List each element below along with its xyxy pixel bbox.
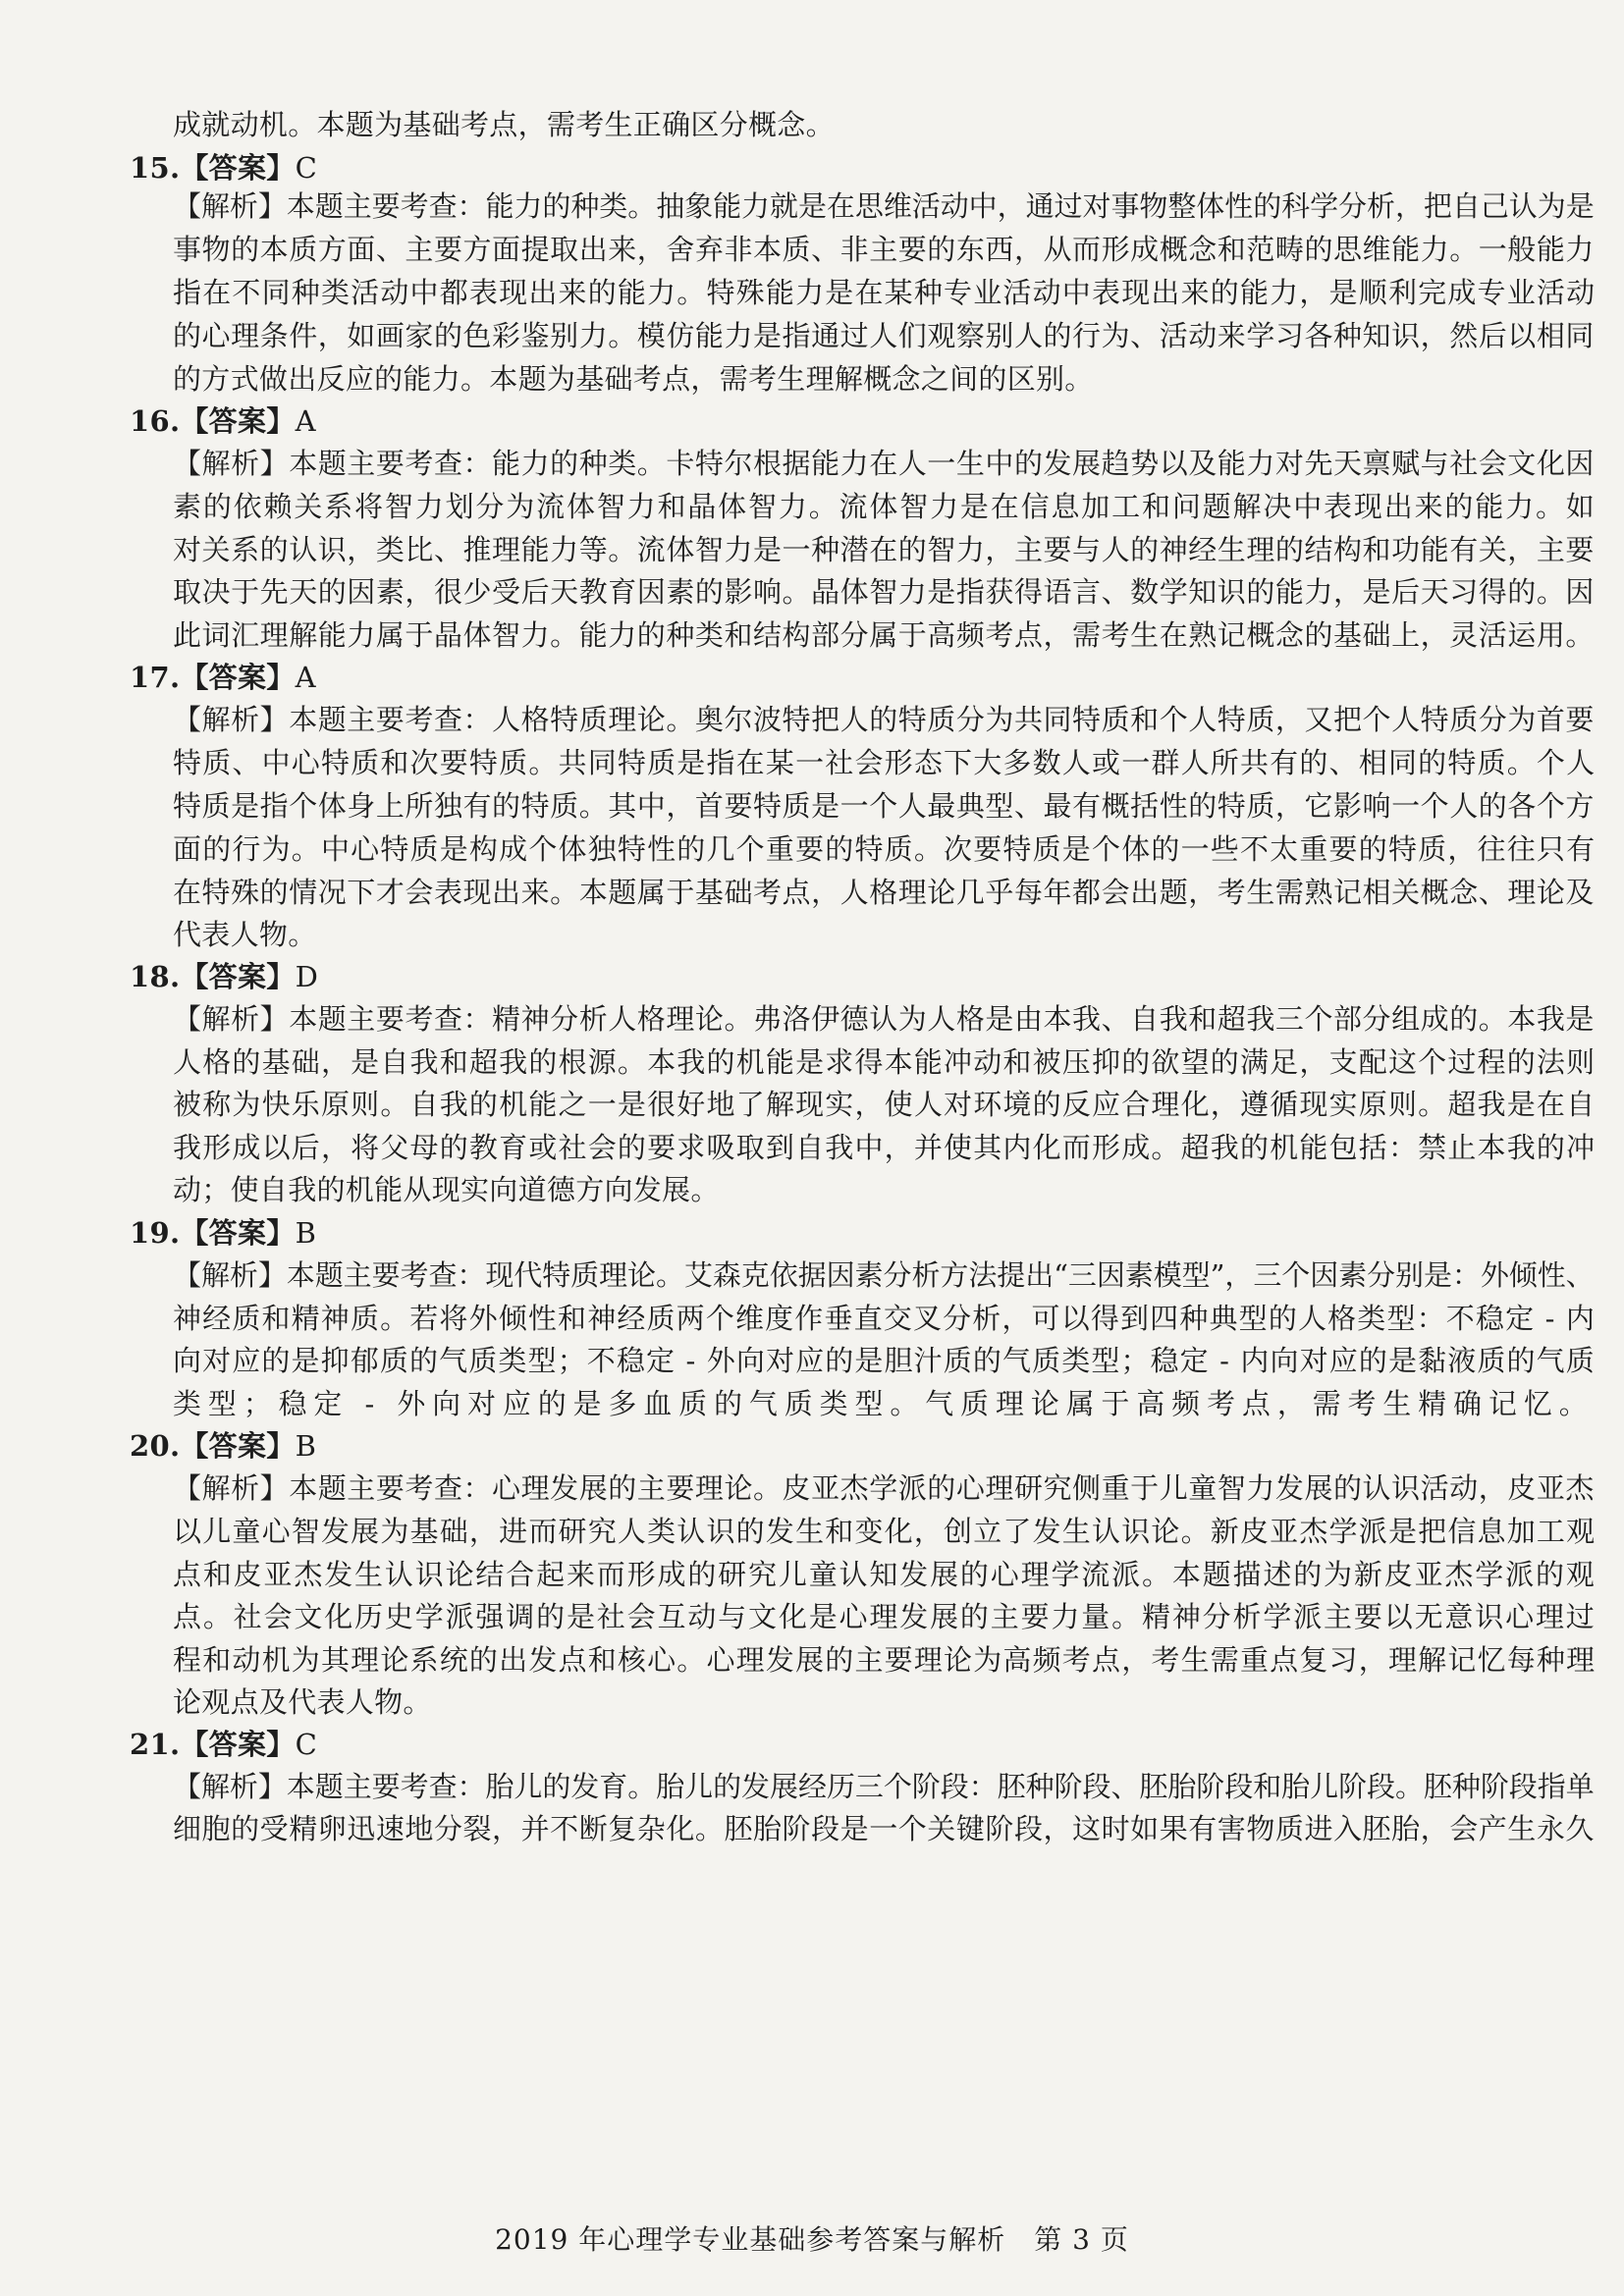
answer-heading (130, 1723, 317, 1766)
answer-heading (130, 146, 317, 189)
paragraph-line: 以儿童心智发展为基础，进而研究人类认识的发生和变化，创立了发生认识论。新皮亚杰学派是把信息加工观 (173, 1515, 1597, 1548)
answer-value: A (295, 661, 316, 694)
paragraph-line: 的心理条件，如画家的色彩鉴别力。模仿能力是指通过人们观察别人的行为、活动来学习各种知识，然后以相同 (173, 319, 1595, 352)
paragraph-line: 动；使自我的机能从现实向道德方向发展。 (173, 1173, 720, 1206)
answer-value: C (295, 151, 318, 185)
answer-value: C (295, 1728, 318, 1761)
page-footer: 2019 年心理学专业基础参考答案与解析 第 3 页 (495, 2223, 1129, 2256)
answer-heading (130, 656, 316, 699)
answer-value: A (295, 404, 316, 438)
paragraph-line: 素的依赖关系将智力划分为流体智力和晶体智力。流体智力是在信息加工和问题解决中表现出来的能力。如 (173, 490, 1597, 523)
answer-label: 19.【答案】 (130, 1216, 296, 1250)
paragraph-line: 被称为快乐原则。自我的机能之一是很好地了解现实，使人对环境的反应合理化，遵循现实原则。超我是在自 (173, 1088, 1597, 1121)
paragraph-line: 神经质和精神质。若将外倾性和神经质两个维度作垂直交叉分析，可以得到四种典型的人格类型：不稳定 - 内 (173, 1302, 1597, 1335)
paragraph-line: 【解析】本题主要考查：心理发展的主要理论。皮亚杰学派的心理研究侧重于儿童智力发展的认识活动，皮亚杰 (173, 1471, 1595, 1505)
paragraph-line: 【解析】本题主要考查：能力的种类。卡特尔根据能力在人一生中的发展趋势以及能力对先天禀赋与社会文化因 (173, 447, 1595, 480)
paragraph-line: 特质是指个体身上所独有的特质。其中，首要特质是一个人最典型、最有概括性的特质，它影响一个人的各个方 (173, 789, 1595, 823)
paragraph-line: 【解析】本题主要考查：精神分析人格理论。弗洛伊德认为人格是由本我、自我和超我三个部分组成的。本我是 (173, 1002, 1595, 1036)
answer-label: 17.【答案】 (130, 661, 296, 694)
paragraph-line: 细胞的受精卵迅速地分裂，并不断复杂化。胚胎阶段是一个关键阶段，这时如果有害物质进入胚胎，会产生永久 (173, 1812, 1595, 1845)
paragraph-line: 【解析】本题主要考查：胎儿的发育。胎儿的发展经历三个阶段：胚种阶段、胚胎阶段和胎儿阶段。胚种阶段指单 (173, 1770, 1595, 1803)
answer-label: 20.【答案】 (130, 1429, 296, 1463)
answer-heading (130, 400, 316, 443)
paragraph-line: 的方式做出反应的能力。本题为基础考点，需考生理解概念之间的区别。 (173, 362, 1094, 396)
paragraph-line: 论观点及代表人物。 (173, 1685, 432, 1719)
paragraph-line: 我形成以后，将父母的教育或社会的要求吸取到自我中，并使其内化而形成。超我的机能包括：禁止本我的冲 (173, 1131, 1597, 1164)
paragraph-line: 代表人物。 (173, 918, 317, 951)
paragraph-line: 程和动机为其理论系统的出发点和核心。心理发展的主要理论为高频考点，考生需重点复习，理解记忆每种理 (173, 1643, 1597, 1677)
answer-label: 16.【答案】 (130, 404, 296, 438)
answer-value: B (295, 1216, 317, 1250)
answer-value: D (295, 960, 319, 993)
paragraph-line: 【解析】本题主要考查：现代特质理论。艾森克依据因素分析方法提出“三因素模型”，三个因素分别是：外倾性、 (173, 1258, 1595, 1292)
paragraph-line: 类型；稳定 - 外向对应的是多血质的气质类型。气质理论属于高频考点，需考生精确记忆。 (173, 1387, 1595, 1420)
paragraph-line: 成就动机。本题为基础考点，需考生正确区分概念。 (173, 108, 835, 141)
paragraph-line: 指在不同种类活动中都表现出来的能力。特殊能力是在某种专业活动中表现出来的能力，是顺利完成专业活动 (173, 276, 1597, 309)
paragraph-line: 对关系的认识，类比、推理能力等。流体智力是一种潜在的智力，主要与人的神经生理的结构和功能有关，主要 (173, 533, 1595, 566)
paragraph-line: 向对应的是抑郁质的气质类型；不稳定 - 外向对应的是胆汁质的气质类型；稳定 - 内向对应的是黏液质的气质 (173, 1344, 1596, 1377)
answer-label: 21.【答案】 (130, 1728, 296, 1761)
answer-heading (130, 955, 318, 998)
answer-value: B (295, 1429, 317, 1463)
paragraph-line: 此词汇理解能力属于晶体智力。能力的种类和结构部分属于高频考点，需考生在熟记概念的基础上，灵活运用。 (173, 618, 1595, 652)
paragraph-line: 【解析】本题主要考查：人格特质理论。奥尔波特把人的特质分为共同特质和个人特质，又把个人特质分为首要 (173, 703, 1595, 736)
answer-label: 15.【答案】 (130, 151, 296, 185)
paragraph-line: 点和皮亚杰发生认识论结合起来而形成的研究儿童认知发展的心理学流派。本题描述的为新皮亚杰学派的观 (173, 1558, 1597, 1591)
answer-label: 18.【答案】 (130, 960, 296, 993)
paragraph-line: 面的行为。中心特质是构成个体独特性的几个重要的特质。次要特质是个体的一些不太重要的特质，往往只有 (173, 832, 1597, 866)
paragraph-line: 点。社会文化历史学派强调的是社会互动与文化是心理发展的主要力量。精神分析学派主要以无意识心理过 (173, 1600, 1597, 1633)
answer-heading (130, 1424, 316, 1468)
paragraph-line: 事物的本质方面、主要方面提取出来，舍弃非本质、非主要的东西，从而形成概念和范畴的思维能力。一般能力 (173, 233, 1595, 266)
paragraph-line: 特质、中心特质和次要特质。共同特质是指在某一社会形态下大多数人或一群人所共有的、相同的特质。个人 (173, 746, 1597, 779)
paragraph-line: 人格的基础，是自我和超我的根源。本我的机能是求得本能冲动和被压抑的欲望的满足，支配这个过程的法则 (173, 1045, 1597, 1079)
paragraph-line: 【解析】本题主要考查：能力的种类。抽象能力就是在思维活动中，通过对事物整体性的科学分析，把自己认为是 (173, 189, 1595, 223)
paragraph-line: 在特殊的情况下才会表现出来。本题属于基础考点，人格理论几乎每年都会出题，考生需熟记相关概念、理论及 (173, 876, 1595, 909)
paragraph-line: 取决于先天的因素，很少受后天教育因素的影响。晶体智力是指获得语言、数学知识的能力，是后天习得的。因 (173, 575, 1595, 609)
answer-heading (130, 1211, 316, 1255)
